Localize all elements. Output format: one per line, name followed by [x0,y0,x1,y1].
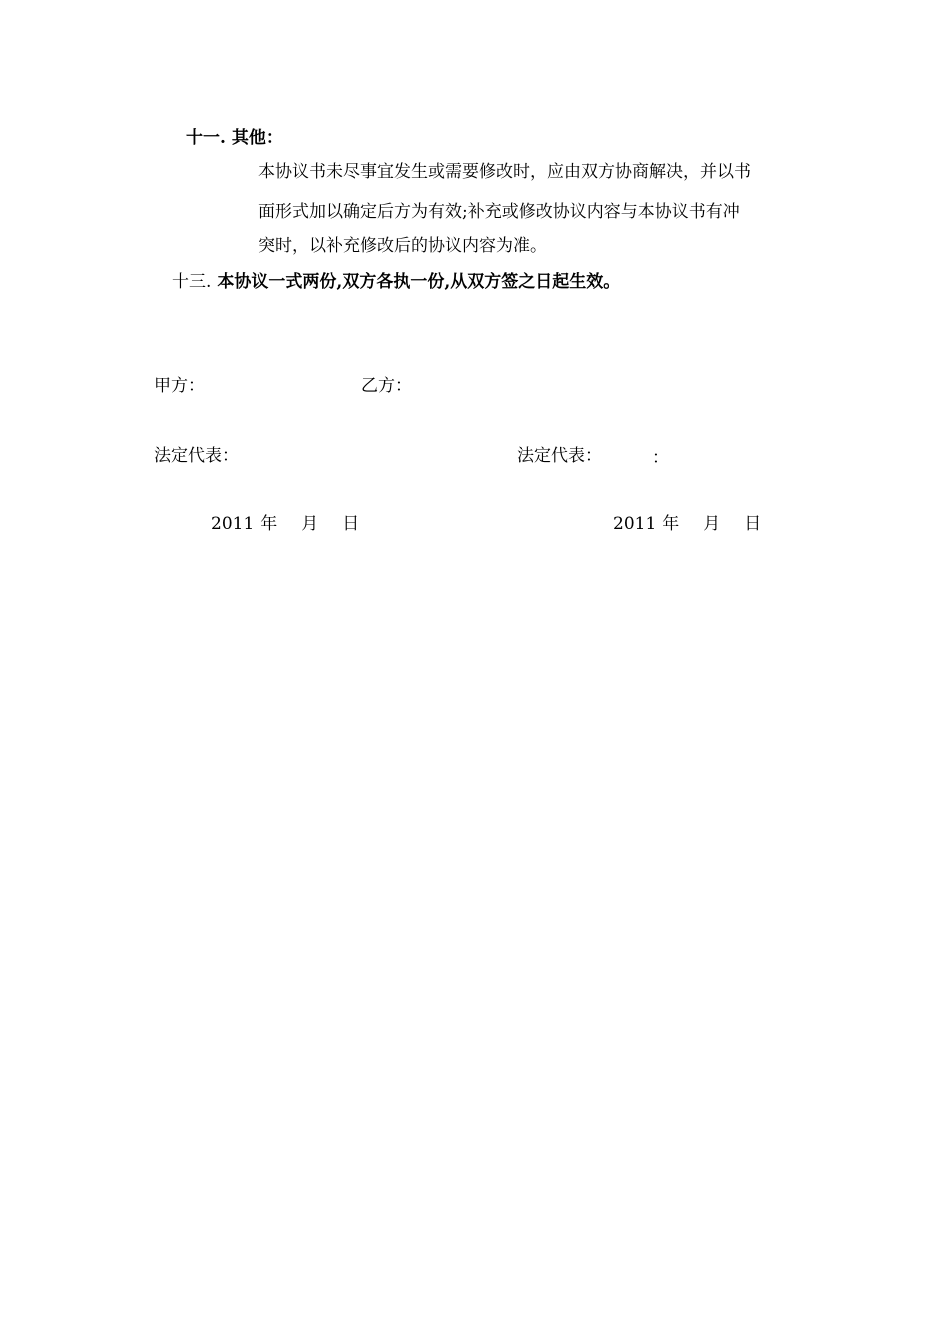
representative-a-label: 法定代表： [154,446,239,466]
party-a-date-day-unit: 日 [342,514,360,534]
section-11-line-3: 突时，以补充修改后的协议内容为准。 [258,236,547,256]
party-a-date [211,512,359,536]
party-a-label: 甲方： [154,376,205,396]
party-b-date [613,512,761,536]
party-a-date-month-unit: 月 [301,514,319,534]
section-11-heading [186,126,283,150]
party-b-date-month-unit: 月 [703,514,721,534]
representative-b-label: 法定代表： [517,446,602,466]
section-11-number: 十一. [186,128,226,148]
section-13-number: 十三. [172,272,212,292]
section-13-paragraph [172,270,620,294]
party-b-date-year-unit: 年 [662,514,680,534]
party-a-date-year: 2011 [211,514,255,534]
party-b-date-year: 2011 [613,514,657,534]
section-11-line-1: 本协议书未尽事宜发生或需要修改时，应由双方协商解决，并以书 [258,162,751,182]
party-b-date-day-unit: 日 [744,514,762,534]
section-13-text: 本协议一式两份,双方各执一份,从双方签之日起生效。 [217,272,621,292]
section-11-line-2: 面形式加以确定后方为有效;补充或修改协议内容与本协议书有冲 [258,202,740,222]
party-a-date-year-unit: 年 [260,514,278,534]
section-11-title: 其他： [231,128,283,148]
party-b-label: 乙方： [361,376,412,396]
representative-b-colon: ： [652,448,669,468]
